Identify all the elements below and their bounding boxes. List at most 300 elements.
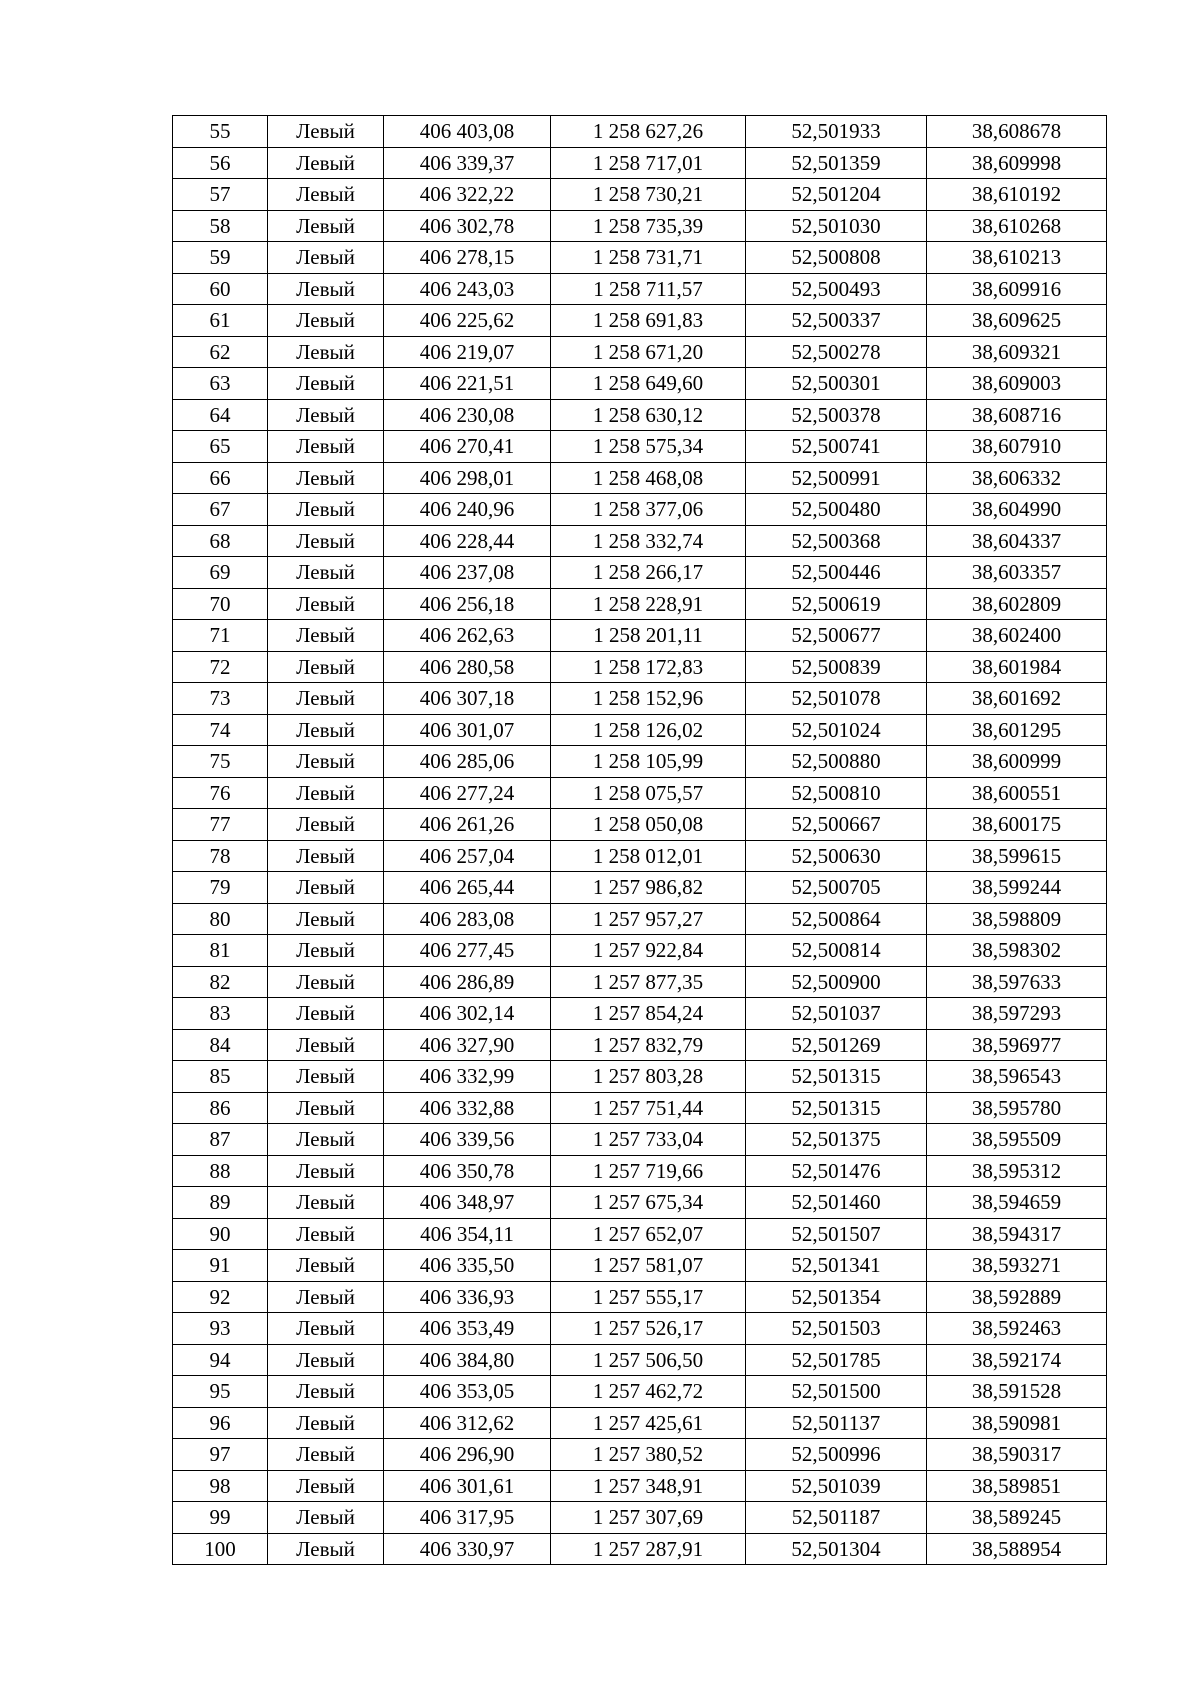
longitude-cell: 38,595780 xyxy=(927,1092,1107,1124)
latitude-cell: 52,500493 xyxy=(746,273,927,305)
x-coordinate-cell: 406 336,93 xyxy=(384,1281,551,1313)
table-row xyxy=(173,525,1107,557)
longitude-cell: 38,598809 xyxy=(927,903,1107,935)
point-number-cell: 61 xyxy=(173,305,268,337)
table-row xyxy=(173,903,1107,935)
x-coordinate-cell: 406 339,37 xyxy=(384,147,551,179)
y-coordinate-cell: 1 257 307,69 xyxy=(551,1502,746,1534)
point-number-cell: 62 xyxy=(173,336,268,368)
y-coordinate-cell: 1 258 201,11 xyxy=(551,620,746,652)
table-row xyxy=(173,210,1107,242)
table-row xyxy=(173,777,1107,809)
longitude-cell: 38,590317 xyxy=(927,1439,1107,1471)
longitude-cell: 38,599244 xyxy=(927,872,1107,904)
y-coordinate-cell: 1 257 854,24 xyxy=(551,998,746,1030)
side-cell: Левый xyxy=(268,1407,384,1439)
x-coordinate-cell: 406 257,04 xyxy=(384,840,551,872)
point-number-cell: 73 xyxy=(173,683,268,715)
point-number-cell: 77 xyxy=(173,809,268,841)
table-row xyxy=(173,1187,1107,1219)
y-coordinate-cell: 1 257 832,79 xyxy=(551,1029,746,1061)
longitude-cell: 38,592889 xyxy=(927,1281,1107,1313)
point-number-cell: 64 xyxy=(173,399,268,431)
x-coordinate-cell: 406 261,26 xyxy=(384,809,551,841)
latitude-cell: 52,501030 xyxy=(746,210,927,242)
x-coordinate-cell: 406 278,15 xyxy=(384,242,551,274)
point-number-cell: 72 xyxy=(173,651,268,683)
latitude-cell: 52,501503 xyxy=(746,1313,927,1345)
longitude-cell: 38,600999 xyxy=(927,746,1107,778)
x-coordinate-cell: 406 277,45 xyxy=(384,935,551,967)
latitude-cell: 52,501341 xyxy=(746,1250,927,1282)
latitude-cell: 52,501204 xyxy=(746,179,927,211)
point-number-cell: 80 xyxy=(173,903,268,935)
x-coordinate-cell: 406 317,95 xyxy=(384,1502,551,1534)
x-coordinate-cell: 406 296,90 xyxy=(384,1439,551,1471)
side-cell: Левый xyxy=(268,1470,384,1502)
longitude-cell: 38,601692 xyxy=(927,683,1107,715)
latitude-cell: 52,500814 xyxy=(746,935,927,967)
y-coordinate-cell: 1 258 731,71 xyxy=(551,242,746,274)
y-coordinate-cell: 1 258 012,01 xyxy=(551,840,746,872)
y-coordinate-cell: 1 257 506,50 xyxy=(551,1344,746,1376)
y-coordinate-cell: 1 257 957,27 xyxy=(551,903,746,935)
longitude-cell: 38,609916 xyxy=(927,273,1107,305)
side-cell: Левый xyxy=(268,998,384,1030)
y-coordinate-cell: 1 257 348,91 xyxy=(551,1470,746,1502)
x-coordinate-cell: 406 243,03 xyxy=(384,273,551,305)
latitude-cell: 52,501785 xyxy=(746,1344,927,1376)
x-coordinate-cell: 406 286,89 xyxy=(384,966,551,998)
latitude-cell: 52,500810 xyxy=(746,777,927,809)
table-row xyxy=(173,620,1107,652)
longitude-cell: 38,597293 xyxy=(927,998,1107,1030)
longitude-cell: 38,599615 xyxy=(927,840,1107,872)
latitude-cell: 52,500667 xyxy=(746,809,927,841)
latitude-cell: 52,501315 xyxy=(746,1092,927,1124)
longitude-cell: 38,591528 xyxy=(927,1376,1107,1408)
point-number-cell: 94 xyxy=(173,1344,268,1376)
latitude-cell: 52,500900 xyxy=(746,966,927,998)
table-row xyxy=(173,179,1107,211)
side-cell: Левый xyxy=(268,903,384,935)
table-row xyxy=(173,1124,1107,1156)
y-coordinate-cell: 1 258 105,99 xyxy=(551,746,746,778)
table-row xyxy=(173,683,1107,715)
side-cell: Левый xyxy=(268,1061,384,1093)
point-number-cell: 79 xyxy=(173,872,268,904)
side-cell: Левый xyxy=(268,179,384,211)
y-coordinate-cell: 1 257 555,17 xyxy=(551,1281,746,1313)
latitude-cell: 52,501375 xyxy=(746,1124,927,1156)
table-row xyxy=(173,935,1107,967)
latitude-cell: 52,500446 xyxy=(746,557,927,589)
latitude-cell: 52,501933 xyxy=(746,116,927,148)
side-cell: Левый xyxy=(268,1439,384,1471)
longitude-cell: 38,609321 xyxy=(927,336,1107,368)
point-number-cell: 78 xyxy=(173,840,268,872)
x-coordinate-cell: 406 348,97 xyxy=(384,1187,551,1219)
latitude-cell: 52,501507 xyxy=(746,1218,927,1250)
side-cell: Левый xyxy=(268,1502,384,1534)
side-cell: Левый xyxy=(268,872,384,904)
point-number-cell: 92 xyxy=(173,1281,268,1313)
side-cell: Левый xyxy=(268,1250,384,1282)
point-number-cell: 90 xyxy=(173,1218,268,1250)
latitude-cell: 52,500378 xyxy=(746,399,927,431)
y-coordinate-cell: 1 258 717,01 xyxy=(551,147,746,179)
longitude-cell: 38,600175 xyxy=(927,809,1107,841)
longitude-cell: 38,608716 xyxy=(927,399,1107,431)
latitude-cell: 52,501359 xyxy=(746,147,927,179)
x-coordinate-cell: 406 403,08 xyxy=(384,116,551,148)
coordinates-table xyxy=(172,115,1107,1565)
side-cell: Левый xyxy=(268,588,384,620)
table-row xyxy=(173,336,1107,368)
y-coordinate-cell: 1 257 526,17 xyxy=(551,1313,746,1345)
longitude-cell: 38,600551 xyxy=(927,777,1107,809)
longitude-cell: 38,588954 xyxy=(927,1533,1107,1565)
y-coordinate-cell: 1 258 468,08 xyxy=(551,462,746,494)
side-cell: Левый xyxy=(268,1281,384,1313)
x-coordinate-cell: 406 277,24 xyxy=(384,777,551,809)
x-coordinate-cell: 406 225,62 xyxy=(384,305,551,337)
y-coordinate-cell: 1 258 377,06 xyxy=(551,494,746,526)
side-cell: Левый xyxy=(268,1155,384,1187)
point-number-cell: 60 xyxy=(173,273,268,305)
table-row xyxy=(173,1061,1107,1093)
latitude-cell: 52,501137 xyxy=(746,1407,927,1439)
y-coordinate-cell: 1 258 126,02 xyxy=(551,714,746,746)
side-cell: Левый xyxy=(268,1344,384,1376)
latitude-cell: 52,500630 xyxy=(746,840,927,872)
longitude-cell: 38,610268 xyxy=(927,210,1107,242)
table-row xyxy=(173,1218,1107,1250)
table-row xyxy=(173,399,1107,431)
point-number-cell: 86 xyxy=(173,1092,268,1124)
longitude-cell: 38,604990 xyxy=(927,494,1107,526)
y-coordinate-cell: 1 257 986,82 xyxy=(551,872,746,904)
point-number-cell: 75 xyxy=(173,746,268,778)
x-coordinate-cell: 406 339,56 xyxy=(384,1124,551,1156)
table-row xyxy=(173,494,1107,526)
point-number-cell: 89 xyxy=(173,1187,268,1219)
point-number-cell: 58 xyxy=(173,210,268,242)
point-number-cell: 76 xyxy=(173,777,268,809)
y-coordinate-cell: 1 258 050,08 xyxy=(551,809,746,841)
longitude-cell: 38,610192 xyxy=(927,179,1107,211)
y-coordinate-cell: 1 257 751,44 xyxy=(551,1092,746,1124)
latitude-cell: 52,500368 xyxy=(746,525,927,557)
table-row xyxy=(173,1029,1107,1061)
longitude-cell: 38,592174 xyxy=(927,1344,1107,1376)
table-row xyxy=(173,368,1107,400)
x-coordinate-cell: 406 353,05 xyxy=(384,1376,551,1408)
longitude-cell: 38,593271 xyxy=(927,1250,1107,1282)
latitude-cell: 52,501269 xyxy=(746,1029,927,1061)
x-coordinate-cell: 406 240,96 xyxy=(384,494,551,526)
y-coordinate-cell: 1 257 733,04 xyxy=(551,1124,746,1156)
side-cell: Левый xyxy=(268,840,384,872)
table-row xyxy=(173,872,1107,904)
side-cell: Левый xyxy=(268,399,384,431)
point-number-cell: 88 xyxy=(173,1155,268,1187)
side-cell: Левый xyxy=(268,1533,384,1565)
x-coordinate-cell: 406 221,51 xyxy=(384,368,551,400)
longitude-cell: 38,609003 xyxy=(927,368,1107,400)
x-coordinate-cell: 406 285,06 xyxy=(384,746,551,778)
side-cell: Левый xyxy=(268,746,384,778)
x-coordinate-cell: 406 384,80 xyxy=(384,1344,551,1376)
table-row xyxy=(173,1376,1107,1408)
x-coordinate-cell: 406 237,08 xyxy=(384,557,551,589)
longitude-cell: 38,595509 xyxy=(927,1124,1107,1156)
longitude-cell: 38,594659 xyxy=(927,1187,1107,1219)
x-coordinate-cell: 406 322,22 xyxy=(384,179,551,211)
x-coordinate-cell: 406 327,90 xyxy=(384,1029,551,1061)
point-number-cell: 84 xyxy=(173,1029,268,1061)
side-cell: Левый xyxy=(268,1313,384,1345)
longitude-cell: 38,597633 xyxy=(927,966,1107,998)
latitude-cell: 52,500741 xyxy=(746,431,927,463)
point-number-cell: 93 xyxy=(173,1313,268,1345)
y-coordinate-cell: 1 257 652,07 xyxy=(551,1218,746,1250)
table-row xyxy=(173,1344,1107,1376)
table-row xyxy=(173,1533,1107,1565)
side-cell: Левый xyxy=(268,1124,384,1156)
y-coordinate-cell: 1 258 152,96 xyxy=(551,683,746,715)
y-coordinate-cell: 1 257 425,61 xyxy=(551,1407,746,1439)
point-number-cell: 63 xyxy=(173,368,268,400)
x-coordinate-cell: 406 280,58 xyxy=(384,651,551,683)
table-row xyxy=(173,651,1107,683)
x-coordinate-cell: 406 353,49 xyxy=(384,1313,551,1345)
longitude-cell: 38,601295 xyxy=(927,714,1107,746)
side-cell: Левый xyxy=(268,116,384,148)
latitude-cell: 52,501187 xyxy=(746,1502,927,1534)
latitude-cell: 52,500808 xyxy=(746,242,927,274)
latitude-cell: 52,501476 xyxy=(746,1155,927,1187)
point-number-cell: 56 xyxy=(173,147,268,179)
side-cell: Левый xyxy=(268,305,384,337)
y-coordinate-cell: 1 258 671,20 xyxy=(551,336,746,368)
latitude-cell: 52,501024 xyxy=(746,714,927,746)
point-number-cell: 87 xyxy=(173,1124,268,1156)
x-coordinate-cell: 406 307,18 xyxy=(384,683,551,715)
point-number-cell: 74 xyxy=(173,714,268,746)
longitude-cell: 38,589245 xyxy=(927,1502,1107,1534)
point-number-cell: 65 xyxy=(173,431,268,463)
point-number-cell: 57 xyxy=(173,179,268,211)
side-cell: Левый xyxy=(268,1092,384,1124)
y-coordinate-cell: 1 257 803,28 xyxy=(551,1061,746,1093)
side-cell: Левый xyxy=(268,651,384,683)
latitude-cell: 52,501039 xyxy=(746,1470,927,1502)
side-cell: Левый xyxy=(268,210,384,242)
x-coordinate-cell: 406 302,14 xyxy=(384,998,551,1030)
x-coordinate-cell: 406 350,78 xyxy=(384,1155,551,1187)
longitude-cell: 38,592463 xyxy=(927,1313,1107,1345)
table-row xyxy=(173,998,1107,1030)
longitude-cell: 38,595312 xyxy=(927,1155,1107,1187)
side-cell: Левый xyxy=(268,494,384,526)
table-row xyxy=(173,1502,1107,1534)
point-number-cell: 67 xyxy=(173,494,268,526)
side-cell: Левый xyxy=(268,714,384,746)
latitude-cell: 52,500864 xyxy=(746,903,927,935)
x-coordinate-cell: 406 228,44 xyxy=(384,525,551,557)
point-number-cell: 99 xyxy=(173,1502,268,1534)
y-coordinate-cell: 1 257 675,34 xyxy=(551,1187,746,1219)
side-cell: Левый xyxy=(268,525,384,557)
x-coordinate-cell: 406 312,62 xyxy=(384,1407,551,1439)
point-number-cell: 69 xyxy=(173,557,268,589)
latitude-cell: 52,501500 xyxy=(746,1376,927,1408)
side-cell: Левый xyxy=(268,777,384,809)
x-coordinate-cell: 406 301,07 xyxy=(384,714,551,746)
side-cell: Левый xyxy=(268,966,384,998)
latitude-cell: 52,500839 xyxy=(746,651,927,683)
side-cell: Левый xyxy=(268,1218,384,1250)
table-row xyxy=(173,1439,1107,1471)
table-row xyxy=(173,1155,1107,1187)
side-cell: Левый xyxy=(268,336,384,368)
side-cell: Левый xyxy=(268,462,384,494)
latitude-cell: 52,500880 xyxy=(746,746,927,778)
x-coordinate-cell: 406 283,08 xyxy=(384,903,551,935)
point-number-cell: 83 xyxy=(173,998,268,1030)
latitude-cell: 52,501460 xyxy=(746,1187,927,1219)
side-cell: Левый xyxy=(268,1187,384,1219)
side-cell: Левый xyxy=(268,147,384,179)
table-row xyxy=(173,116,1107,148)
latitude-cell: 52,500705 xyxy=(746,872,927,904)
longitude-cell: 38,608678 xyxy=(927,116,1107,148)
point-number-cell: 68 xyxy=(173,525,268,557)
x-coordinate-cell: 406 330,97 xyxy=(384,1533,551,1565)
x-coordinate-cell: 406 301,61 xyxy=(384,1470,551,1502)
side-cell: Левый xyxy=(268,683,384,715)
y-coordinate-cell: 1 257 380,52 xyxy=(551,1439,746,1471)
x-coordinate-cell: 406 332,99 xyxy=(384,1061,551,1093)
table-row xyxy=(173,809,1107,841)
side-cell: Левый xyxy=(268,935,384,967)
x-coordinate-cell: 406 335,50 xyxy=(384,1250,551,1282)
point-number-cell: 59 xyxy=(173,242,268,274)
latitude-cell: 52,500996 xyxy=(746,1439,927,1471)
y-coordinate-cell: 1 258 332,74 xyxy=(551,525,746,557)
latitude-cell: 52,500619 xyxy=(746,588,927,620)
side-cell: Левый xyxy=(268,557,384,589)
longitude-cell: 38,596543 xyxy=(927,1061,1107,1093)
point-number-cell: 82 xyxy=(173,966,268,998)
latitude-cell: 52,500278 xyxy=(746,336,927,368)
point-number-cell: 55 xyxy=(173,116,268,148)
x-coordinate-cell: 406 332,88 xyxy=(384,1092,551,1124)
y-coordinate-cell: 1 258 266,17 xyxy=(551,557,746,589)
longitude-cell: 38,590981 xyxy=(927,1407,1107,1439)
table-row xyxy=(173,1092,1107,1124)
y-coordinate-cell: 1 258 172,83 xyxy=(551,651,746,683)
side-cell: Левый xyxy=(268,242,384,274)
table-row xyxy=(173,147,1107,179)
longitude-cell: 38,607910 xyxy=(927,431,1107,463)
table-row xyxy=(173,966,1107,998)
x-coordinate-cell: 406 302,78 xyxy=(384,210,551,242)
table-row xyxy=(173,840,1107,872)
latitude-cell: 52,501037 xyxy=(746,998,927,1030)
y-coordinate-cell: 1 258 630,12 xyxy=(551,399,746,431)
x-coordinate-cell: 406 270,41 xyxy=(384,431,551,463)
side-cell: Левый xyxy=(268,368,384,400)
longitude-cell: 38,596977 xyxy=(927,1029,1107,1061)
point-number-cell: 98 xyxy=(173,1470,268,1502)
longitude-cell: 38,602809 xyxy=(927,588,1107,620)
y-coordinate-cell: 1 258 575,34 xyxy=(551,431,746,463)
y-coordinate-cell: 1 258 711,57 xyxy=(551,273,746,305)
table-row xyxy=(173,1313,1107,1345)
table-row xyxy=(173,1407,1107,1439)
point-number-cell: 96 xyxy=(173,1407,268,1439)
longitude-cell: 38,609625 xyxy=(927,305,1107,337)
x-coordinate-cell: 406 354,11 xyxy=(384,1218,551,1250)
point-number-cell: 100 xyxy=(173,1533,268,1565)
y-coordinate-cell: 1 257 877,35 xyxy=(551,966,746,998)
latitude-cell: 52,500337 xyxy=(746,305,927,337)
longitude-cell: 38,610213 xyxy=(927,242,1107,274)
point-number-cell: 81 xyxy=(173,935,268,967)
point-number-cell: 85 xyxy=(173,1061,268,1093)
longitude-cell: 38,603357 xyxy=(927,557,1107,589)
x-coordinate-cell: 406 219,07 xyxy=(384,336,551,368)
coordinates-table-body xyxy=(173,116,1107,1565)
longitude-cell: 38,606332 xyxy=(927,462,1107,494)
x-coordinate-cell: 406 256,18 xyxy=(384,588,551,620)
table-row xyxy=(173,714,1107,746)
x-coordinate-cell: 406 265,44 xyxy=(384,872,551,904)
latitude-cell: 52,501078 xyxy=(746,683,927,715)
latitude-cell: 52,501304 xyxy=(746,1533,927,1565)
table-row xyxy=(173,273,1107,305)
latitude-cell: 52,500991 xyxy=(746,462,927,494)
point-number-cell: 70 xyxy=(173,588,268,620)
y-coordinate-cell: 1 257 287,91 xyxy=(551,1533,746,1565)
table-row xyxy=(173,557,1107,589)
point-number-cell: 91 xyxy=(173,1250,268,1282)
x-coordinate-cell: 406 298,01 xyxy=(384,462,551,494)
table-row xyxy=(173,746,1107,778)
x-coordinate-cell: 406 230,08 xyxy=(384,399,551,431)
side-cell: Левый xyxy=(268,809,384,841)
y-coordinate-cell: 1 258 228,91 xyxy=(551,588,746,620)
latitude-cell: 52,500301 xyxy=(746,368,927,400)
y-coordinate-cell: 1 258 691,83 xyxy=(551,305,746,337)
y-coordinate-cell: 1 258 730,21 xyxy=(551,179,746,211)
y-coordinate-cell: 1 258 075,57 xyxy=(551,777,746,809)
y-coordinate-cell: 1 257 462,72 xyxy=(551,1376,746,1408)
side-cell: Левый xyxy=(268,273,384,305)
longitude-cell: 38,594317 xyxy=(927,1218,1107,1250)
point-number-cell: 71 xyxy=(173,620,268,652)
table-row xyxy=(173,1250,1107,1282)
point-number-cell: 66 xyxy=(173,462,268,494)
longitude-cell: 38,589851 xyxy=(927,1470,1107,1502)
longitude-cell: 38,609998 xyxy=(927,147,1107,179)
y-coordinate-cell: 1 258 649,60 xyxy=(551,368,746,400)
side-cell: Левый xyxy=(268,620,384,652)
side-cell: Левый xyxy=(268,1376,384,1408)
longitude-cell: 38,598302 xyxy=(927,935,1107,967)
